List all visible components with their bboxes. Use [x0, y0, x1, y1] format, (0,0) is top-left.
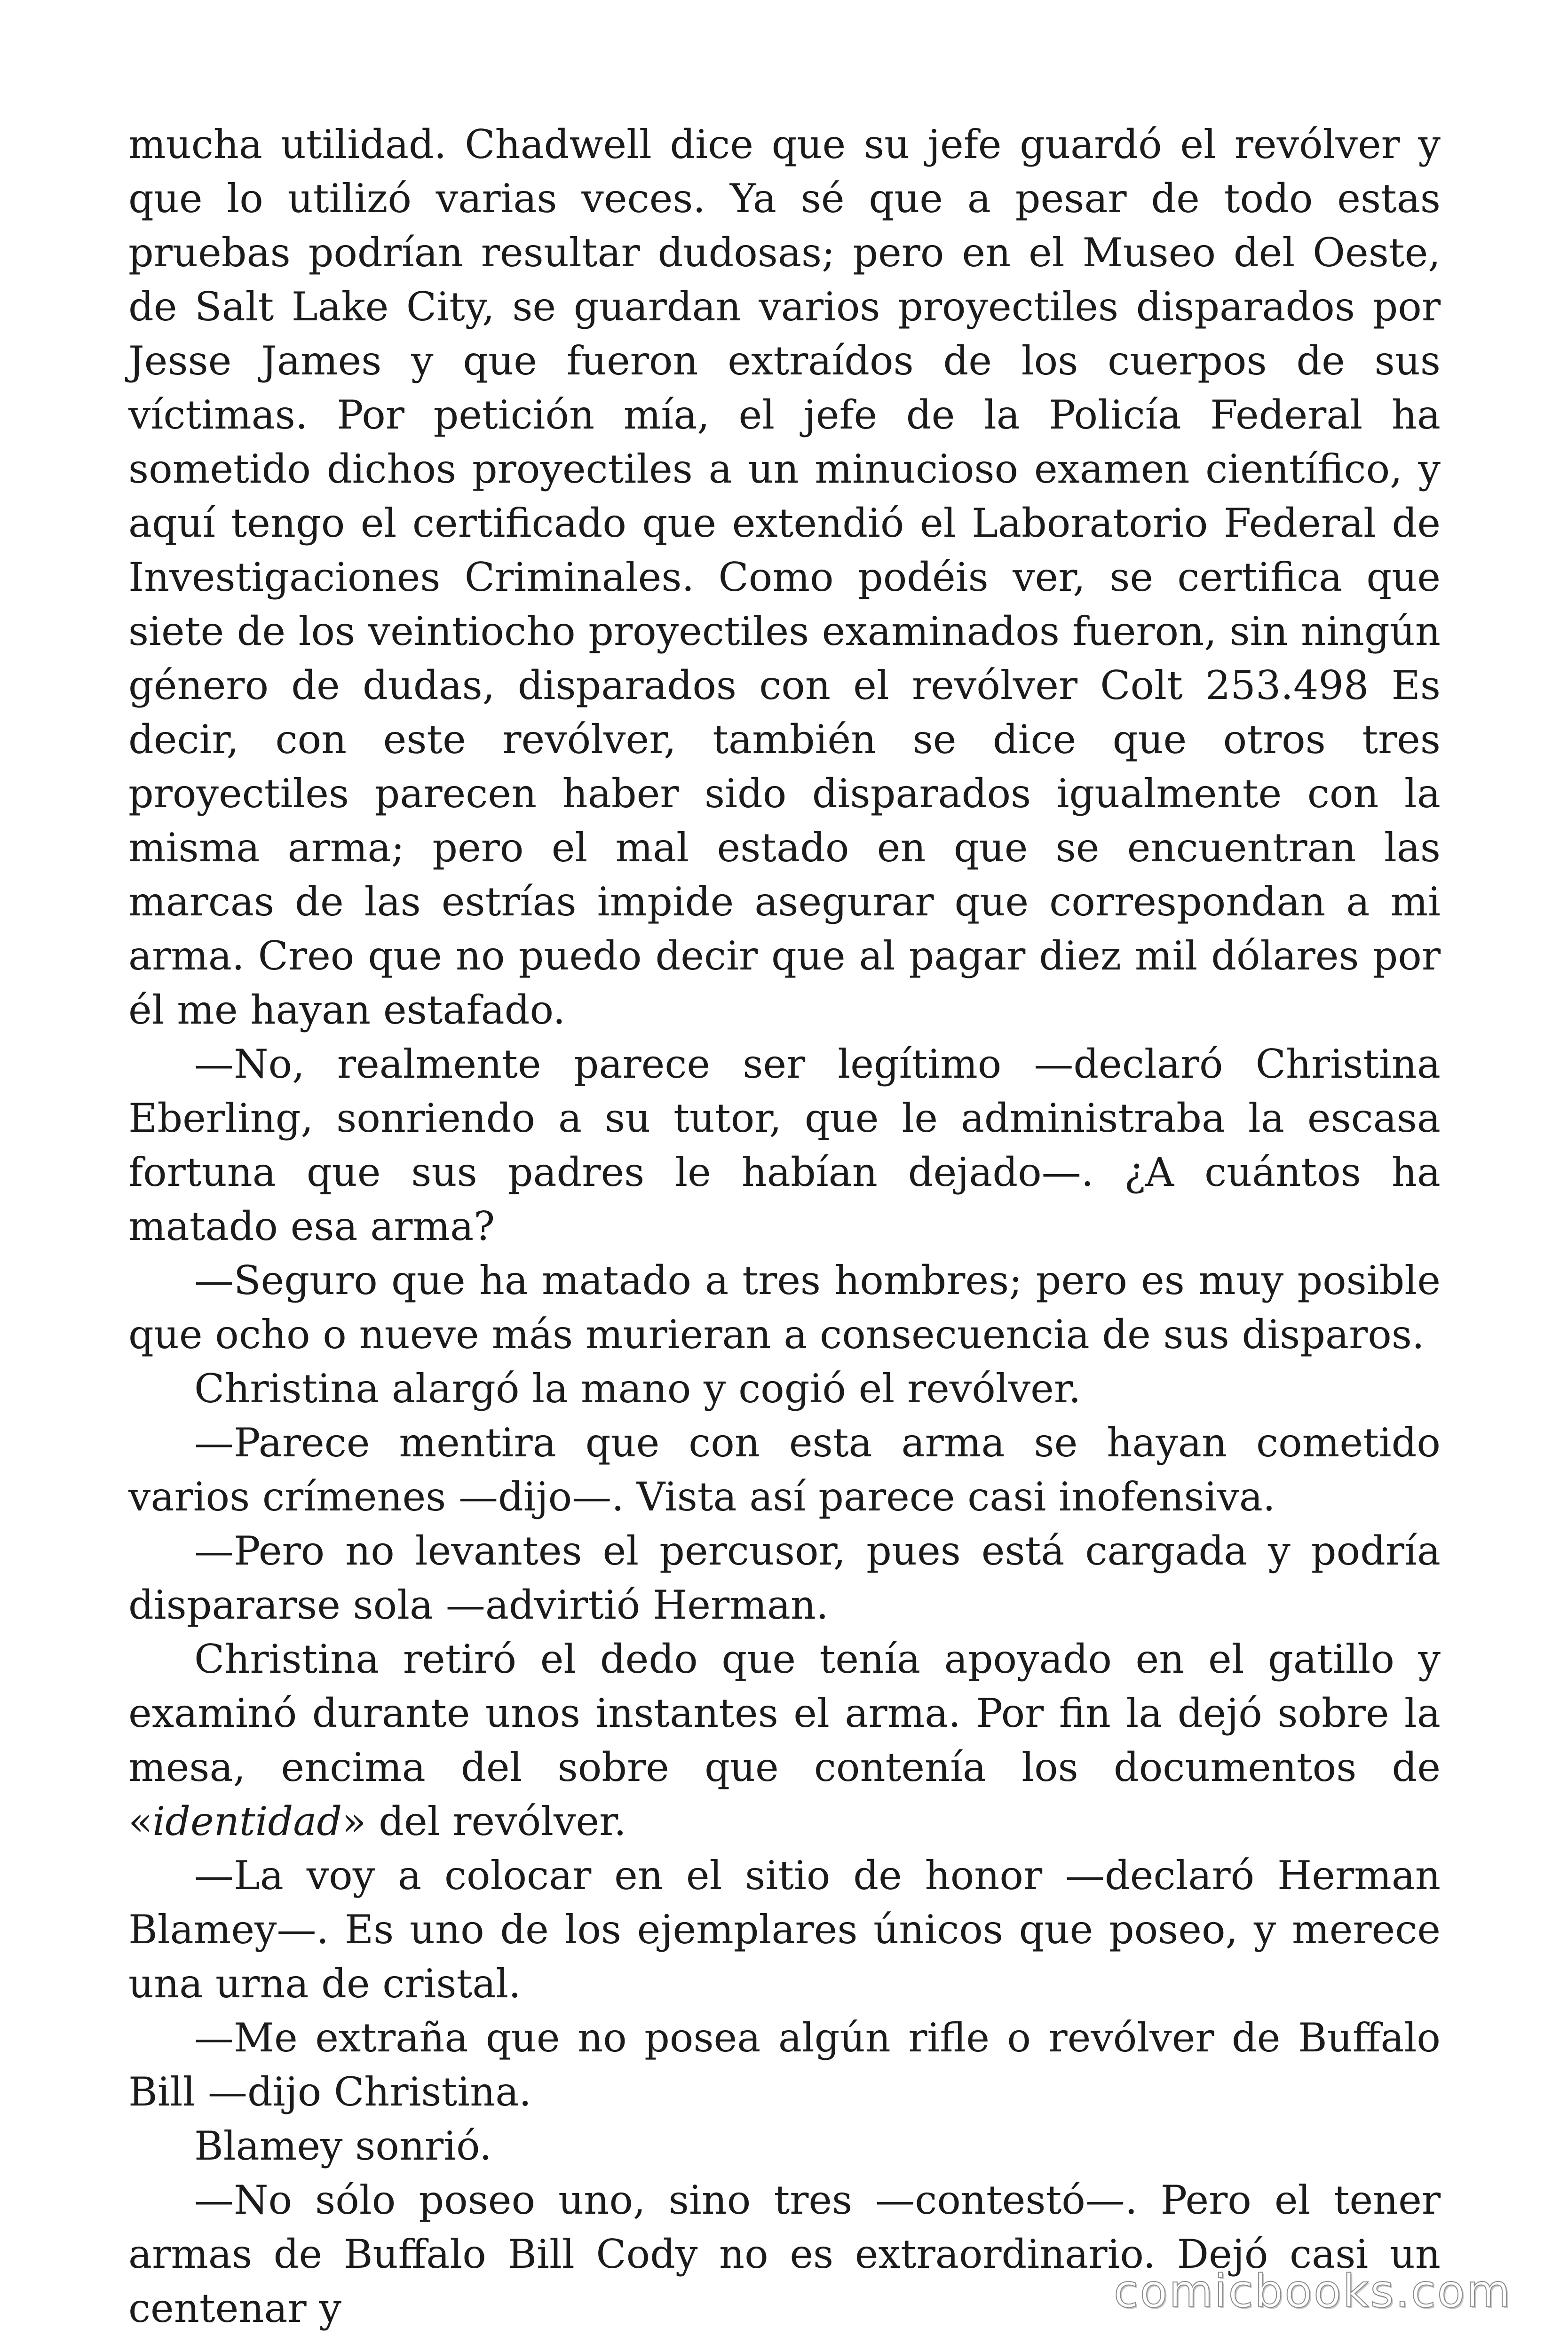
paragraph-11: —No sólo poseo uno, sino tres —contestó—. Pero el tener armas de Buffalo Bill Cody no es extraordinario. Dejó casi un centenar y — [128, 2177, 1441, 2331]
paragraph-7-text-after: » del revólver. — [342, 1798, 626, 1844]
paragraph-7-text-before: Christina retiró el dedo que tenía apoyado en el gatillo y examinó durante unos instantes el arma. Por fin la dejó sobre la mesa, encima del sobre que contenía los documentos de « — [128, 1636, 1441, 1844]
site-watermark: comicbooks.com — [1113, 2265, 1512, 2318]
paragraph-10: Blamey sonrió. — [194, 2123, 492, 2169]
paragraph-3: —Seguro que ha matado a tres hombres; pero es muy posible que ocho o nueve más murieran a consecuencia de sus disparos. — [128, 1257, 1441, 1358]
paragraph-7-emphasis: identidad — [152, 1798, 342, 1844]
book-page-text — [128, 118, 1441, 2336]
paragraph-6: —Pero no levantes el percusor, pues está cargada y podría dispararse sola —advirtió Herman. — [128, 1528, 1441, 1628]
paragraph-8: —La voy a colocar en el sitio de honor —declaró Herman Blamey—. Es uno de los ejemplares únicos que poseo, y merece una urna de cristal. — [128, 1852, 1441, 2007]
paragraph-5: —Parece mentira que con esta arma se hayan cometido varios crímenes —dijo—. Vista así parece casi inofensiva. — [128, 1420, 1441, 1520]
paragraph-4: Christina alargó la mano y cogió el revólver. — [194, 1366, 1081, 1412]
paragraph-1: mucha utilidad. Chadwell dice que su jefe guardó el revólver y que lo utilizó varias veces. Ya sé que a pesar de todo estas pruebas podrían resultar dudosas; pero en el Museo del Oeste, de Salt Lake City, se guardan varios proyectiles disparados por Jesse James y que fueron extraídos de los cuerpos de sus víctimas. Por petición mía, el jefe de la Policía Federal ha sometido dichos proyectiles a un minucioso examen científico, y aquí tengo el certificado que extendió el Laboratorio Federal de Investigaciones Criminales. Como podéis ver, se certifica que siete de los veintiocho proyectiles examinados fueron, sin ningún género de dudas, disparados con el revólver Colt 253.498 Es decir, con este revólver, también se dice que otros tres proyectiles parecen haber sido disparados igualmente con la misma arma; pero el mal estado en que se encuentran las marcas de las estrías impide asegurar que correspondan a mi arma. Creo que no puedo decir que al pagar diez mil dólares por él me hayan estafado. — [128, 121, 1441, 1033]
paragraph-2: —No, realmente parece ser legítimo —declaró Christina Eberling, sonriendo a su tutor, que le administraba la escasa fortuna que sus padres le habían dejado—. ¿A cuántos ha matado esa arma? — [128, 1041, 1441, 1249]
paragraph-7 — [128, 1632, 1441, 1849]
paragraph-9: —Me extraña que no posea algún rifle o revólver de Buffalo Bill —dijo Christina. — [128, 2015, 1441, 2115]
